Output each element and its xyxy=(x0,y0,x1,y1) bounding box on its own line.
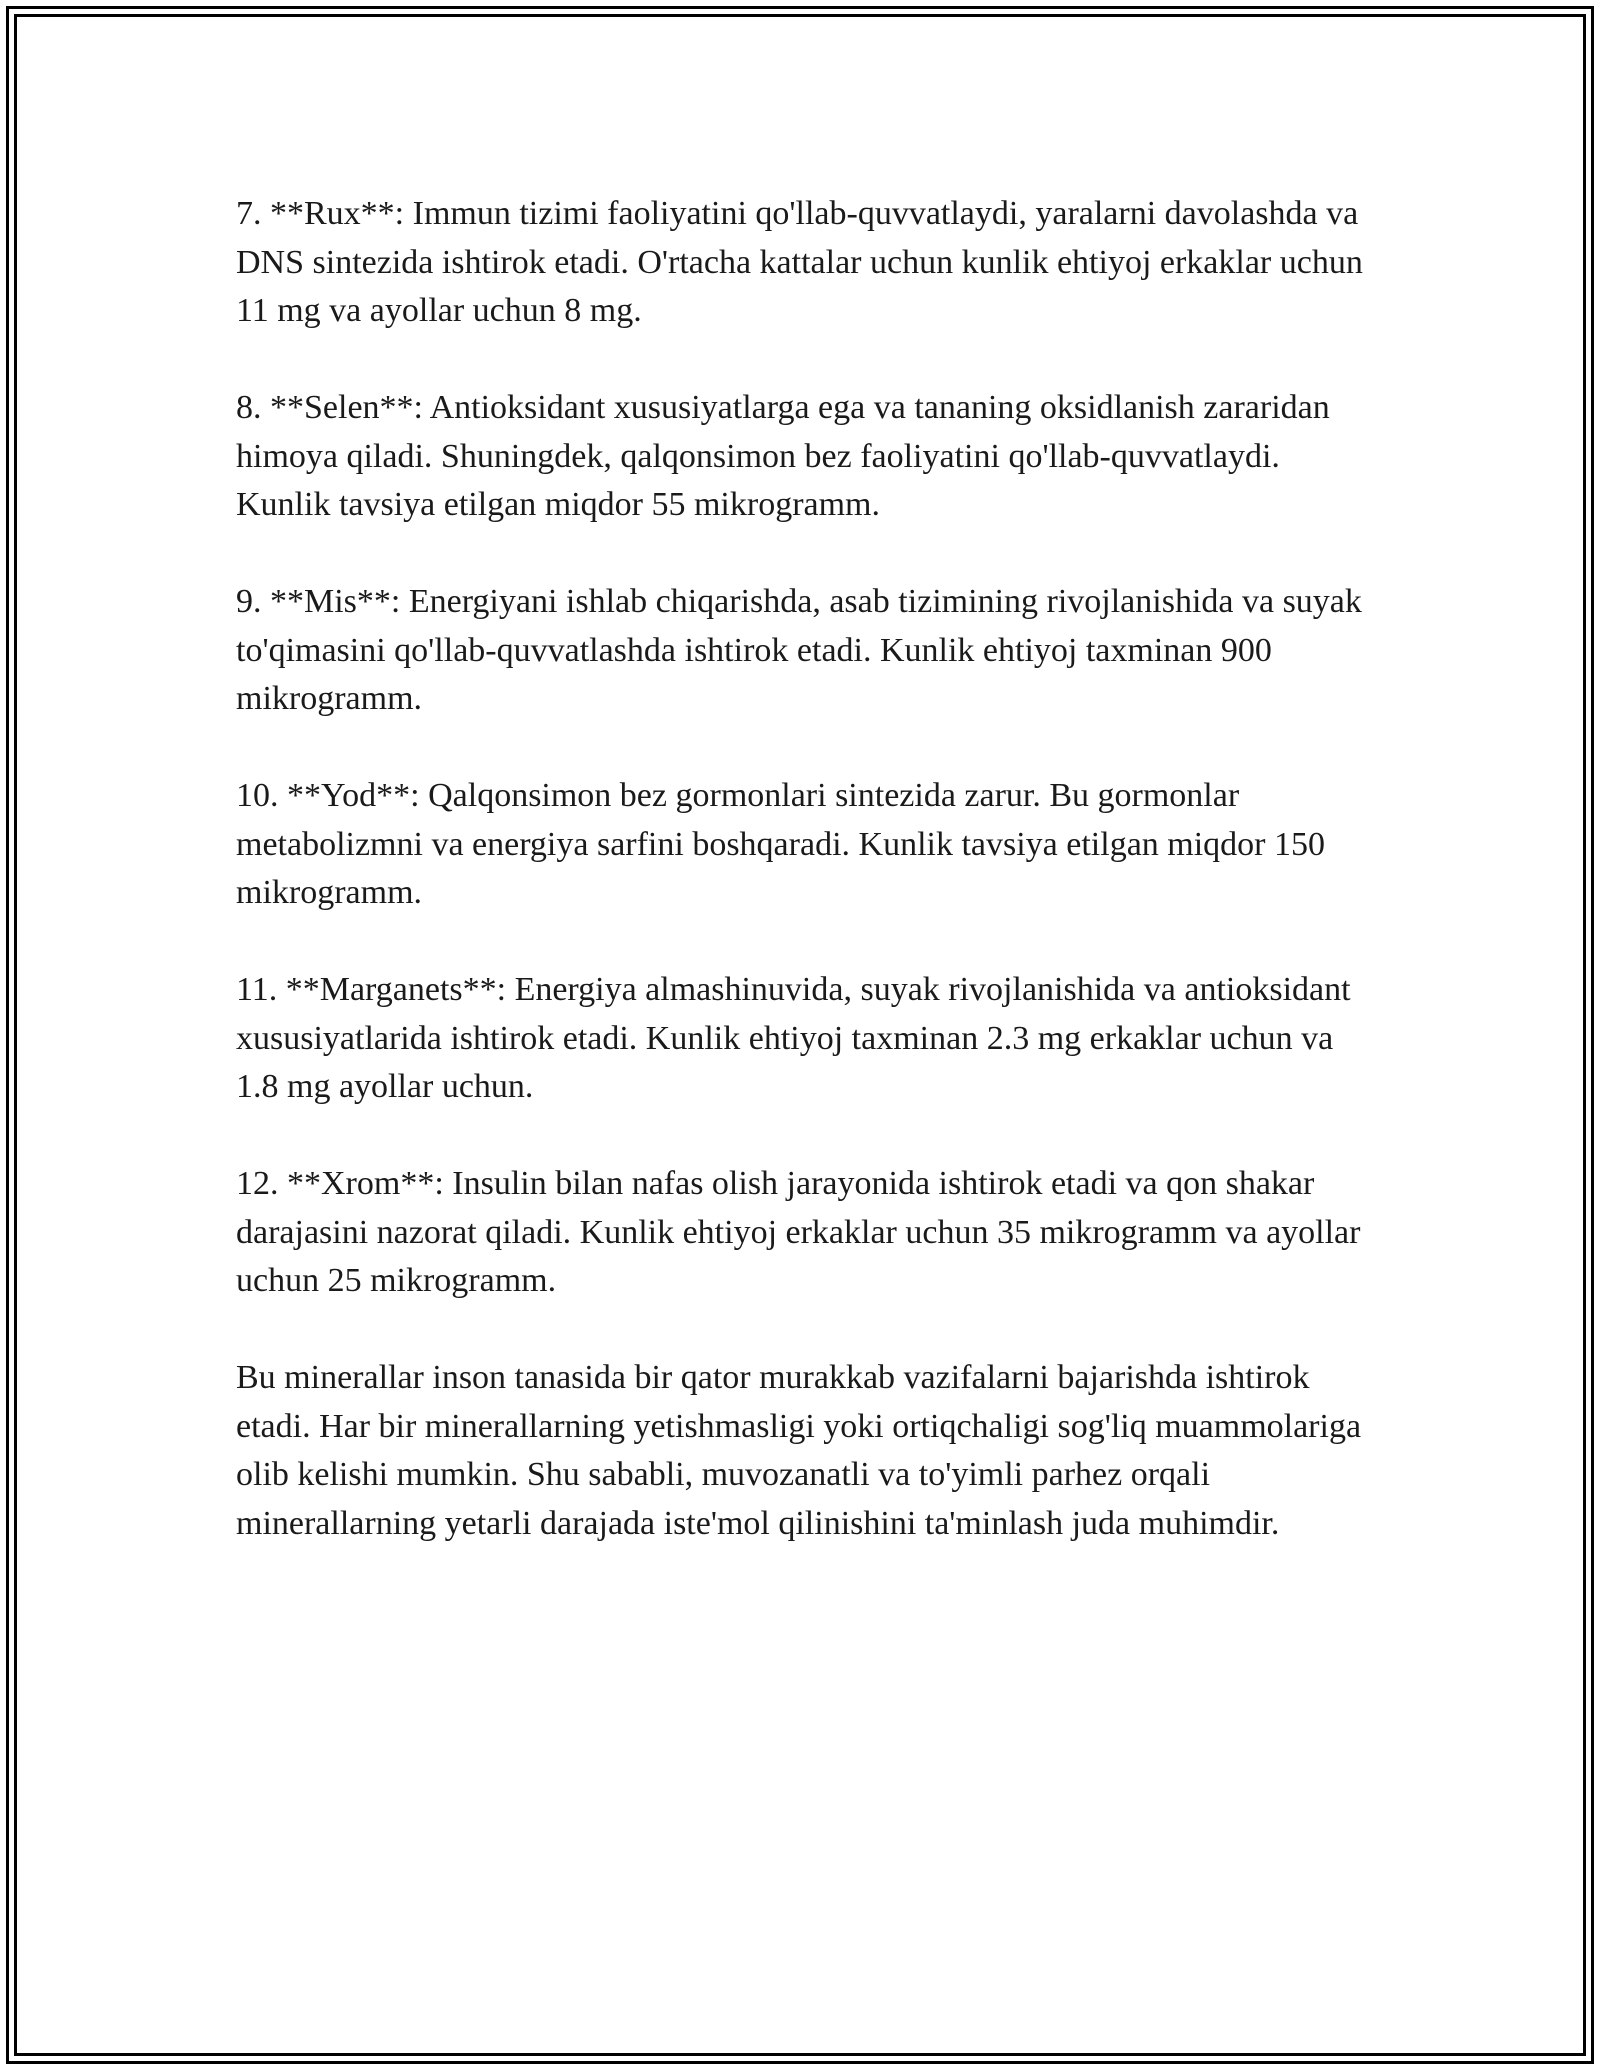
paragraph-selen: 8. **Selen**: Antioksidant xususiyatlarga ega va tananing oksidlanish zararidan himoya qiladi. Shuningdek, qalqonsimon bez faoliyatini qo'llab-quvvatlaydi. Kunlik tavsiya etilgan miqdor 55 mikrogramm. xyxy=(236,389,1330,523)
paragraph-mis: 9. **Mis**: Energiyani ishlab chiqarishda, asab tizimining rivojlanishida va suyak to'qimasini qo'llab-quvvatlashda ishtirok etadi. Kunlik ehtiyoj taxminan 900 mikrogramm. xyxy=(236,583,1362,717)
document-body xyxy=(236,190,1376,1597)
paragraph-conclusion: Bu minerallar inson tanasida bir qator murakkab vazifalarni bajarishda ishtirok etadi. Har bir minerallarning yetishmasligi yoki ortiqchaligi sog'liq muammolariga olib kelishi mumkin. Shu sababli, muvozanatli va to'yimli parhez orqali minerallarning yetarli darajada iste'mol qilinishini ta'minlash juda muhimdir. xyxy=(236,1359,1362,1542)
paragraph-rux: 7. **Rux**: Immun tizimi faoliyatini qo'llab-quvvatlaydi, yaralarni davolashda va DNS sintezida ishtirok etadi. O'rtacha kattalar uchun kunlik ehtiyoj erkaklar uchun 11 mg va ayollar uchun 8 mg. xyxy=(236,195,1363,329)
paragraph-marganets: 11. **Marganets**: Energiya almashinuvida, suyak rivojlanishida va antioksidant xususiyatlarida ishtirok etadi. Kunlik ehtiyoj taxminan 2.3 mg erkaklar uchun va 1.8 mg ayollar uchun. xyxy=(236,971,1351,1105)
paragraph-xrom: 12. **Xrom**: Insulin bilan nafas olish jarayonida ishtirok etadi va qon shakar darajasini nazorat qiladi. Kunlik ehtiyoj erkaklar uchun 35 mikrogramm va ayollar uchun 25 mikrogramm. xyxy=(236,1165,1361,1299)
paragraph-yod: 10. **Yod**: Qalqonsimon bez gormonlari sintezida zarur. Bu gormonlar metabolizmni va energiya sarfini boshqaradi. Kunlik tavsiya etilgan miqdor 150 mikrogramm. xyxy=(236,777,1325,911)
